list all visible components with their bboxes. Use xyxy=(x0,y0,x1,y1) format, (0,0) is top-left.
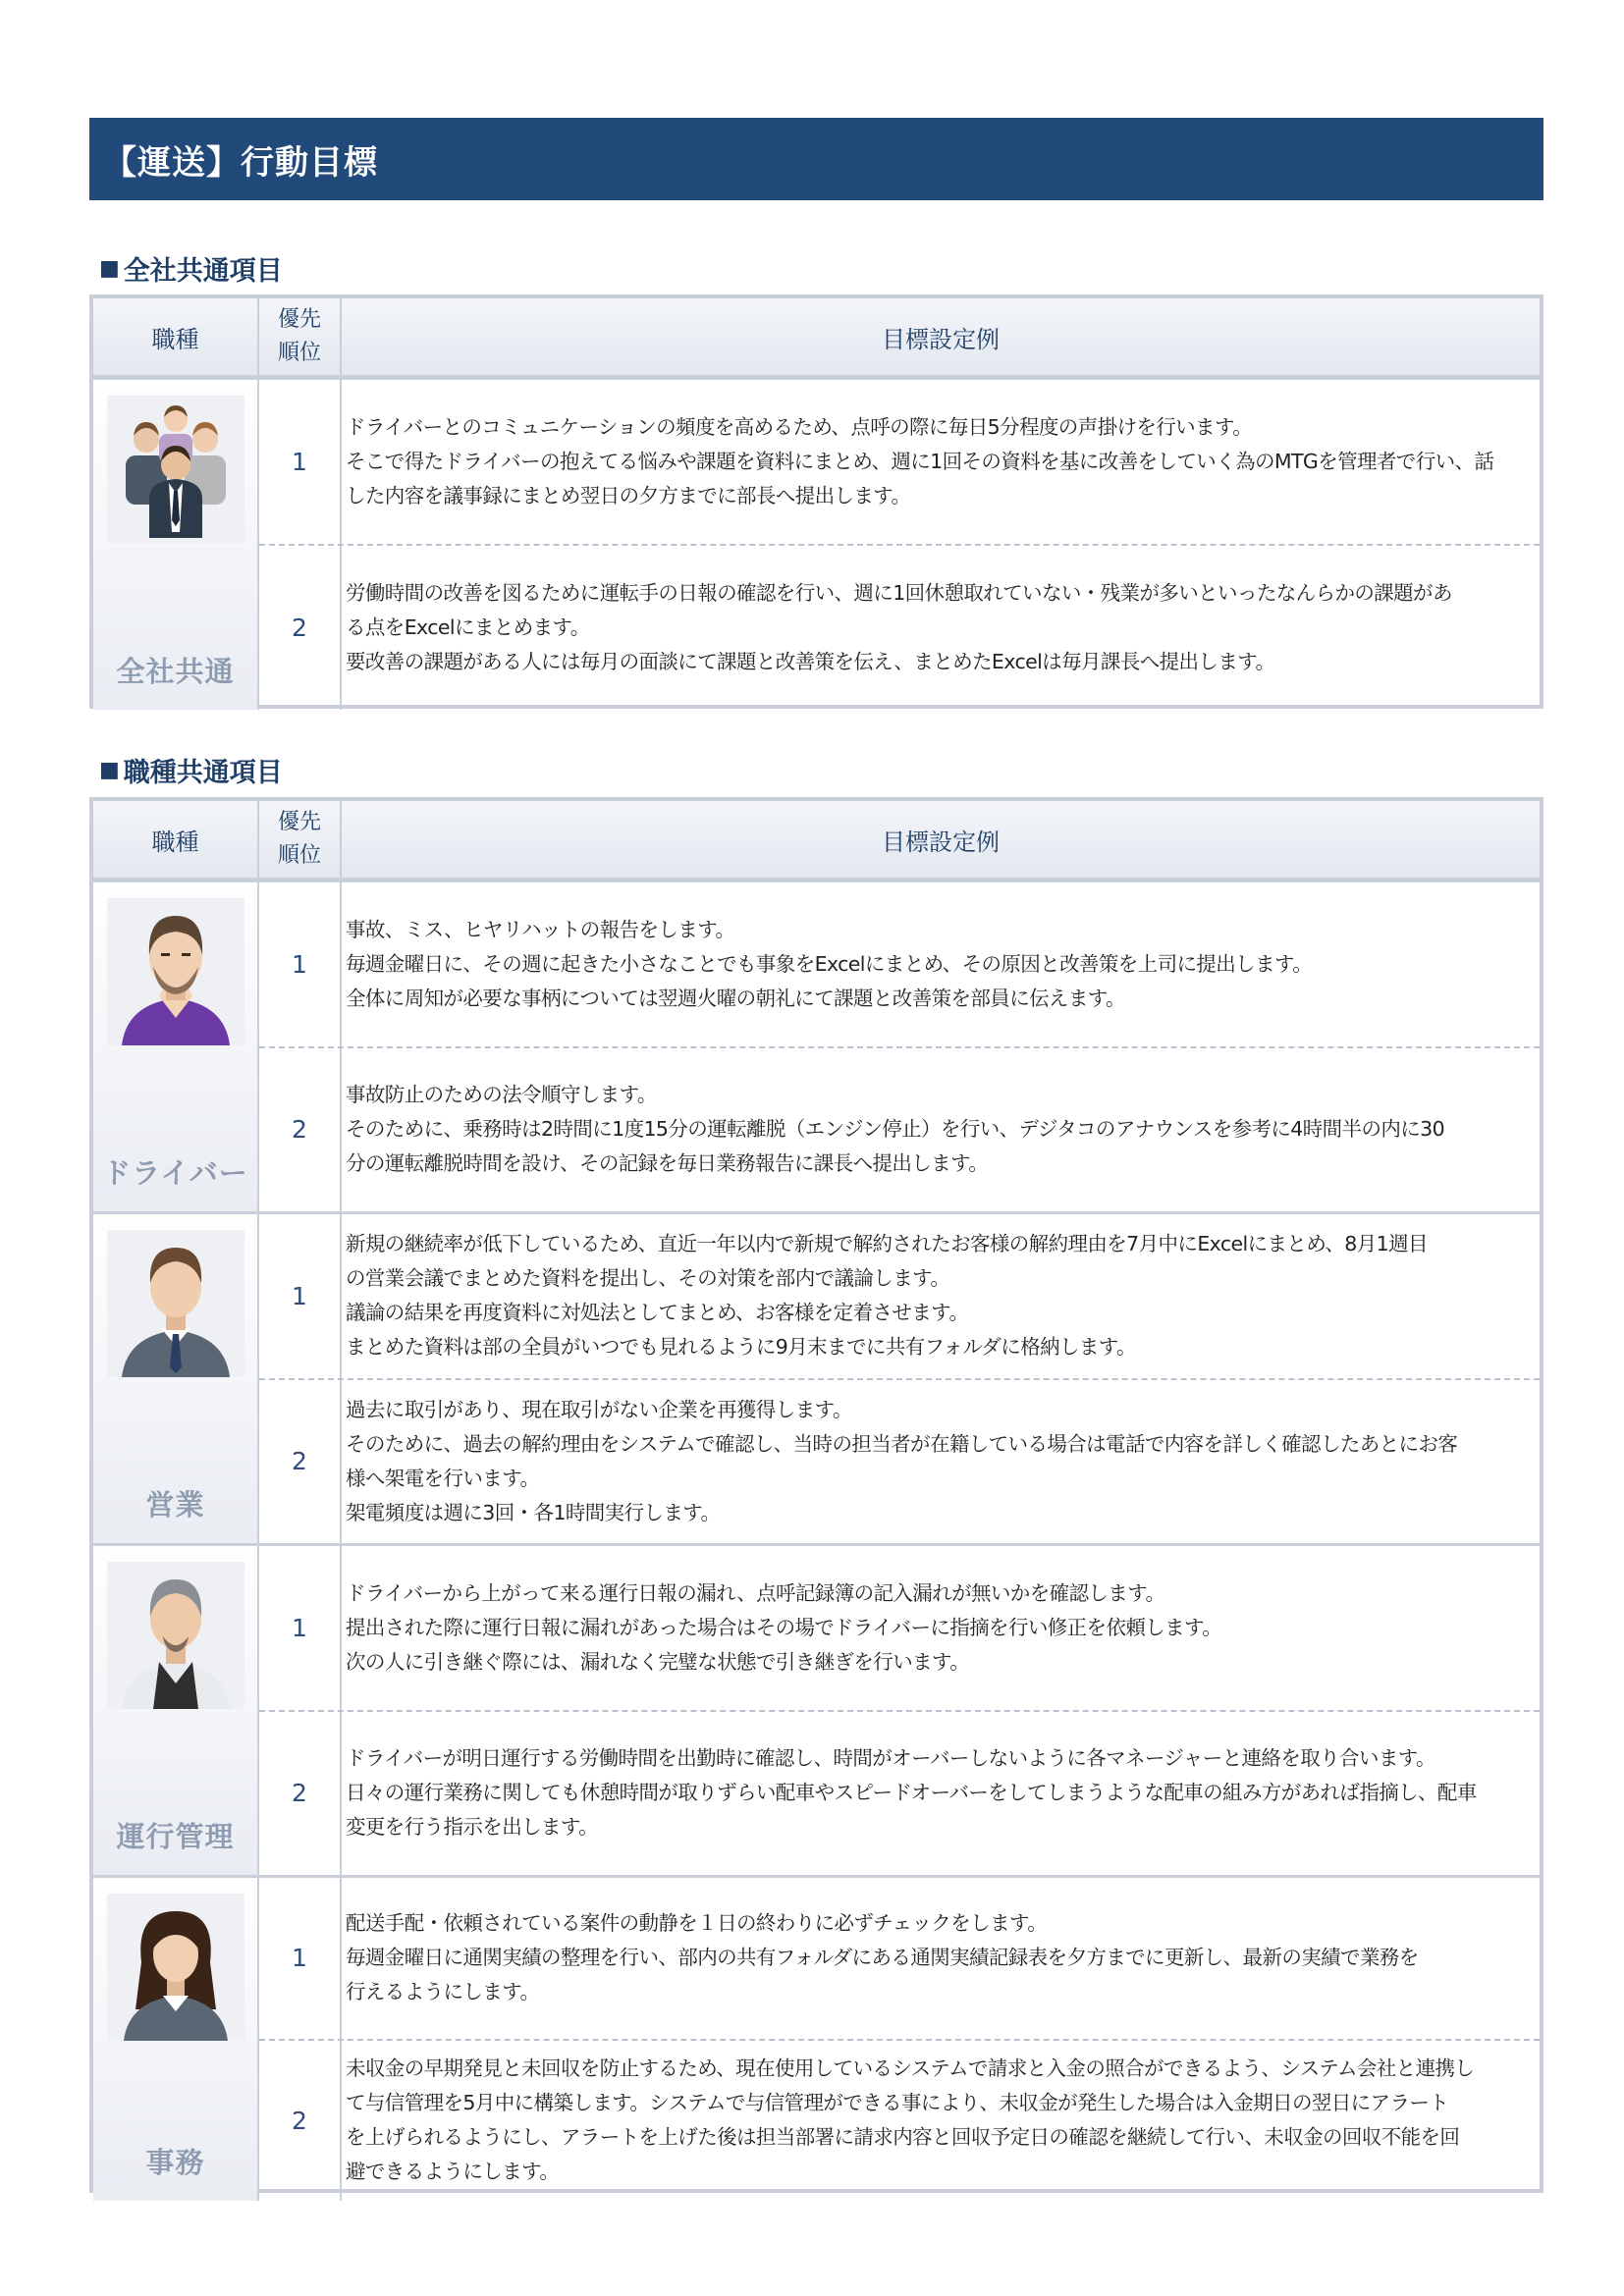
role-cell xyxy=(93,1878,259,2201)
goal-cell xyxy=(342,882,1540,1046)
goal-cell xyxy=(342,1048,1540,1212)
role-label: 全社共通 xyxy=(116,655,235,688)
goal-line: 新規の継続率が低下しているため、直近一年以内で新規で解約されたお客様の解約理由を7月中にExcelにまとめ、8月1週目 xyxy=(346,1232,1428,1256)
table-row xyxy=(259,1378,1540,1544)
table-row xyxy=(259,1046,1540,1212)
table-row xyxy=(259,1710,1540,1876)
role-label: 事務 xyxy=(145,2146,205,2179)
section-heading-job xyxy=(99,751,283,789)
role-label: 運行管理 xyxy=(116,1820,235,1853)
goal-line: 全体に周知が必要な事柄については翌週火曜の朝礼にて課題と改善策を部員に伝えます。 xyxy=(346,986,1125,1010)
header-priority: 優先 順位 xyxy=(259,298,342,375)
goal-cell xyxy=(342,1214,1540,1378)
table-row xyxy=(259,1878,1540,2039)
driver-avatar-icon xyxy=(107,898,244,1045)
goal-line: 次の人に引き継ぐ際には、漏れなく完璧な状態で引き継ぎを行います。 xyxy=(346,1649,970,1674)
goal-cell xyxy=(342,1546,1540,1710)
priority-cell: 1 xyxy=(259,882,342,1046)
section-marker: ■ xyxy=(99,758,120,782)
priority-cell: 1 xyxy=(259,1546,342,1710)
goal-line: 議論の結果を再度資料に対処法としてまとめ、お客様を定着させます。 xyxy=(346,1301,969,1325)
priority-cell: 1 xyxy=(259,1214,342,1378)
goal-cell xyxy=(342,1380,1540,1544)
section-heading-company xyxy=(99,249,283,288)
header-job: 職種 xyxy=(93,298,259,375)
goal-line: 様へ架電を行います。 xyxy=(346,1466,540,1490)
team-icon xyxy=(107,396,244,543)
header-goal: 目標設定例 xyxy=(882,828,1000,856)
table-row xyxy=(259,2039,1540,2202)
role-cell xyxy=(93,1214,259,1543)
header-priority: 優先 順位 xyxy=(259,801,342,878)
table-row xyxy=(259,544,1540,710)
goal-line: ドライバーとのコミュニケーションの頻度を高めるため、点呼の際に毎日5分程度の声掛けを行います。 xyxy=(346,415,1253,439)
priority-cell: 2 xyxy=(259,1380,342,1544)
goal-cell xyxy=(342,2041,1540,2202)
header-job: 職種 xyxy=(93,801,259,878)
goal-line: 毎週金曜日に、その週に起きた小さなことでも事象をExcelにまとめ、その原因と改善策を上司に提出します。 xyxy=(346,951,1313,976)
table-row xyxy=(259,380,1540,544)
priority-cell: 2 xyxy=(259,1048,342,1212)
group-driver xyxy=(93,882,1540,1214)
goal-line: まとめた資料は部の全員がいつでも見れるように9月末までに共有フォルダに格納します。 xyxy=(346,1335,1136,1360)
goal-line: ドライバーが明日運行する労働時間を出勤時に確認し、時間がオーバーしないように各マネージャーと連絡を取り合います。 xyxy=(346,1746,1435,1771)
section-marker: ■ xyxy=(99,256,120,281)
section-title: 全社共通項目 xyxy=(123,256,283,287)
table-header xyxy=(93,298,1540,380)
goal-line: そのために、乗務時は2時間に1度15分の運転離脱（エンジン停止）を行い、デジタコのアナウンスを参考に4時間半の内に30 xyxy=(346,1117,1445,1142)
goal-cell xyxy=(342,1712,1540,1876)
section-title: 職種共通項目 xyxy=(123,758,283,788)
priority-cell: 2 xyxy=(259,2041,342,2202)
goal-line: 労働時間の改善を図るために運転手の日報の確認を行い、週に1回休憩取れていない・残業が多いといったなんらかの課題があ xyxy=(346,581,1452,605)
goal-line: を上げられるようにし、アラートを上げた後は担当部署に請求内容と回収予定日の確認を継続して行い、未収金の回収不能を回 xyxy=(346,2125,1460,2150)
goal-cell xyxy=(342,1878,1540,2039)
sales-avatar-icon xyxy=(107,1230,244,1377)
header-goal: 目標設定例 xyxy=(882,325,1000,353)
role-label: ドライバー xyxy=(102,1156,248,1190)
role-cell xyxy=(93,1546,259,1875)
role-cell xyxy=(93,380,259,710)
goal-line: 提出された際に運行日報に漏れがあった場合はその場でドライバーに指摘を行い修正を依頼します。 xyxy=(346,1615,1222,1639)
goal-line: の営業会議でまとめた資料を提出し、その対策を部内で議論します。 xyxy=(346,1266,950,1291)
priority-cell: 2 xyxy=(259,1712,342,1876)
goal-line: て与信管理を5月中に構築します。システムで与信管理ができる事により、未収金が発生した場合は入金期日の翌日にアラート xyxy=(346,2091,1449,2115)
goal-line: した内容を議事録にまとめ翌日の夕方までに部長へ提出します。 xyxy=(346,484,911,507)
priority-cell: 2 xyxy=(259,546,342,710)
group-company xyxy=(93,380,1540,710)
role-cell xyxy=(93,882,259,1211)
goal-line: 配送手配・依頼されている案件の動静を１日の終わりに必ずチェックをします。 xyxy=(346,1911,1048,1936)
goal-line: 行えるようにします。 xyxy=(346,1980,540,2004)
goal-line: 過去に取引があり、現在取引がない企業を再獲得します。 xyxy=(346,1397,852,1421)
goal-line: 要改善の課題がある人には毎月の面談にて課題と改善策を伝え、まとめたExcelは毎月課長へ提出します。 xyxy=(346,650,1275,673)
role-label: 営業 xyxy=(145,1488,205,1522)
goal-line: 避できるようにします。 xyxy=(346,2160,560,2184)
priority-cell: 1 xyxy=(259,1878,342,2039)
page-title: 【運送】行動目標 xyxy=(89,118,1543,200)
group-operations xyxy=(93,1546,1540,1878)
priority-cell: 1 xyxy=(259,380,342,544)
goal-line: 日々の運行業務に関しても休憩時間が取りずらい配車やスピードオーバーをしてしまうような配車の組み方があれば指摘し、配車 xyxy=(346,1781,1477,1805)
goal-line: る点をExcelにまとめます。 xyxy=(346,615,590,639)
group-clerical xyxy=(93,1878,1540,2201)
table-row xyxy=(259,1546,1540,1710)
clerk-avatar-icon xyxy=(107,1894,244,2041)
goal-line: 事故防止のための法令順守します。 xyxy=(346,1083,657,1107)
goal-cell xyxy=(342,546,1540,710)
table-header xyxy=(93,801,1540,882)
table-row xyxy=(259,1214,1540,1378)
goal-table-job xyxy=(89,797,1543,2193)
goal-line: ドライバーから上がって来る運行日報の漏れ、点呼記録簿の記入漏れが無いかを確認します。 xyxy=(346,1580,1165,1605)
goal-cell xyxy=(342,380,1540,544)
manager-avatar-icon xyxy=(107,1562,244,1709)
group-sales xyxy=(93,1214,1540,1546)
goal-line: 未収金の早期発見と未回収を防止するため、現在使用しているシステムで請求と入金の照合ができるよう、システム会社と連携し xyxy=(346,2056,1475,2081)
goal-line: 変更を行う指示を出します。 xyxy=(346,1815,599,1840)
goal-table-company xyxy=(89,294,1543,709)
goal-line: 毎週金曜日に通関実績の整理を行い、部内の共有フォルダにある通関実績記録表を夕方までに更新し、最新の実績で業務を xyxy=(346,1946,1419,1970)
goal-line: 架電頻度は週に3回・各1時間実行します。 xyxy=(346,1500,721,1524)
goal-line: そのために、過去の解約理由をシステムで確認し、当時の担当者が在籍している場合は電話で内容を詳しく確認したあとにお客 xyxy=(346,1431,1458,1456)
goal-line: 分の運転離脱時間を設け、その記録を毎日業務報告に課長へ提出します。 xyxy=(346,1151,989,1176)
table-row xyxy=(259,882,1540,1046)
goal-line: そこで得たドライバーの抱えてる悩みや課題を資料にまとめ、週に1回その資料を基に改善をしていく為のMTGを管理者で行い、話 xyxy=(346,450,1494,473)
goal-line: 事故、ミス、ヒヤリハットの報告をします。 xyxy=(346,917,735,941)
